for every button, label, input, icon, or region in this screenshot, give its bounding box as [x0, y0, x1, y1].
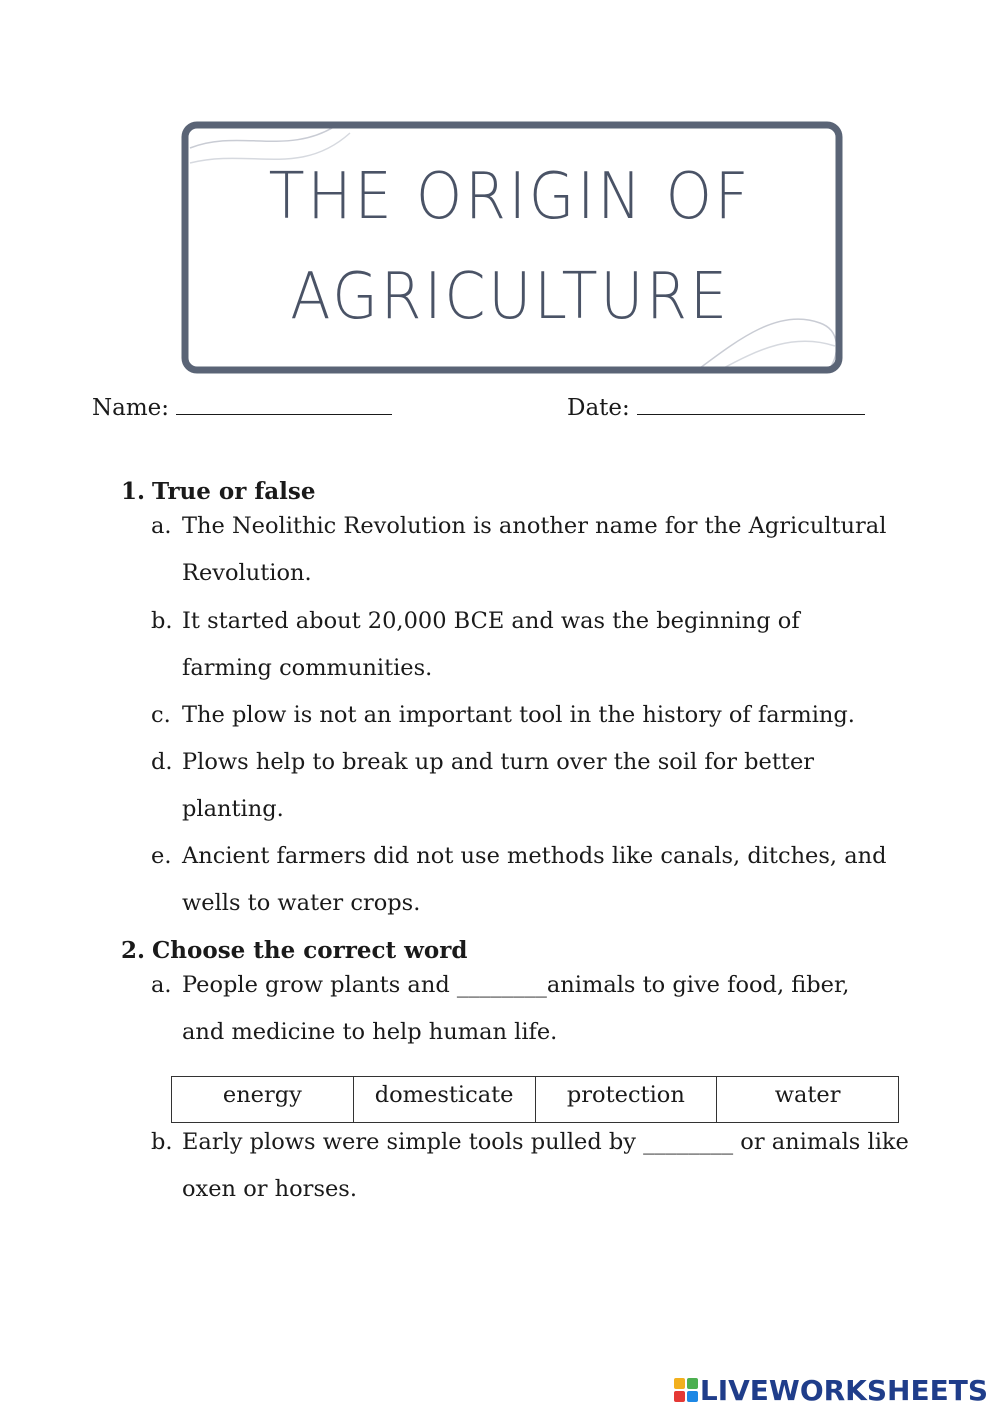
item-text: Ancient farmers did not use methods like canals, ditches, and wells to water crops.	[182, 843, 887, 916]
question-1e	[151, 833, 891, 927]
date-label: Date:	[567, 395, 630, 421]
item-letter: b.	[151, 1129, 173, 1155]
word-bank-row	[172, 1077, 899, 1123]
section-title-choose-word	[121, 937, 467, 964]
title-line-1: THE ORIGIN OF	[268, 160, 752, 234]
item-letter: d.	[151, 749, 173, 775]
item-letter: e.	[151, 843, 172, 869]
section-title-true-false	[121, 478, 316, 505]
date-row	[567, 392, 865, 423]
item-text: The plow is not an important tool in the history of farming.	[182, 702, 855, 728]
banner-frame	[180, 118, 848, 378]
section-number: 1.	[121, 478, 146, 505]
item-text: Early plows were simple tools pulled by ________ or animals like oxen or horses.	[182, 1129, 909, 1202]
word-bank-option[interactable]: water	[717, 1077, 899, 1123]
word-bank-table	[171, 1076, 899, 1123]
word-bank-option[interactable]: domesticate	[353, 1077, 535, 1123]
section-heading: True or false	[152, 478, 316, 505]
item-letter: c.	[151, 702, 171, 728]
name-row	[92, 392, 392, 423]
item-text: It started about 20,000 BCE and was the beginning of farming communities.	[182, 608, 800, 681]
question-1d	[151, 739, 841, 833]
name-field[interactable]	[176, 392, 392, 415]
section-heading: Choose the correct word	[152, 937, 468, 964]
date-field[interactable]	[637, 392, 865, 415]
item-text: Plows help to break up and turn over the soil for better planting.	[182, 749, 815, 822]
question-2b	[151, 1119, 911, 1213]
title-banner	[180, 118, 848, 378]
word-bank-option[interactable]: energy	[172, 1077, 354, 1123]
liveworksheets-logo	[674, 1375, 988, 1405]
item-text: The Neolithic Revolution is another name for the Agricultural Revolution.	[182, 513, 887, 586]
name-label: Name:	[92, 395, 170, 421]
item-letter: b.	[151, 608, 173, 634]
item-letter: a.	[151, 513, 172, 539]
liveworksheets-icon	[674, 1378, 698, 1402]
item-letter: a.	[151, 972, 172, 998]
item-text: People grow plants and ________animals to give food, fiber, and medicine to help human life.	[182, 972, 850, 1045]
section-number: 2.	[121, 937, 146, 964]
liveworksheets-wordmark: LIVEWORKSHEETS	[699, 1373, 988, 1407]
question-1a	[151, 503, 896, 597]
word-bank-option[interactable]: protection	[535, 1077, 717, 1123]
question-2a	[151, 962, 896, 1056]
question-1b	[151, 598, 896, 692]
question-1c	[151, 692, 911, 739]
title-line-2: AGRICULTURE	[290, 260, 730, 334]
